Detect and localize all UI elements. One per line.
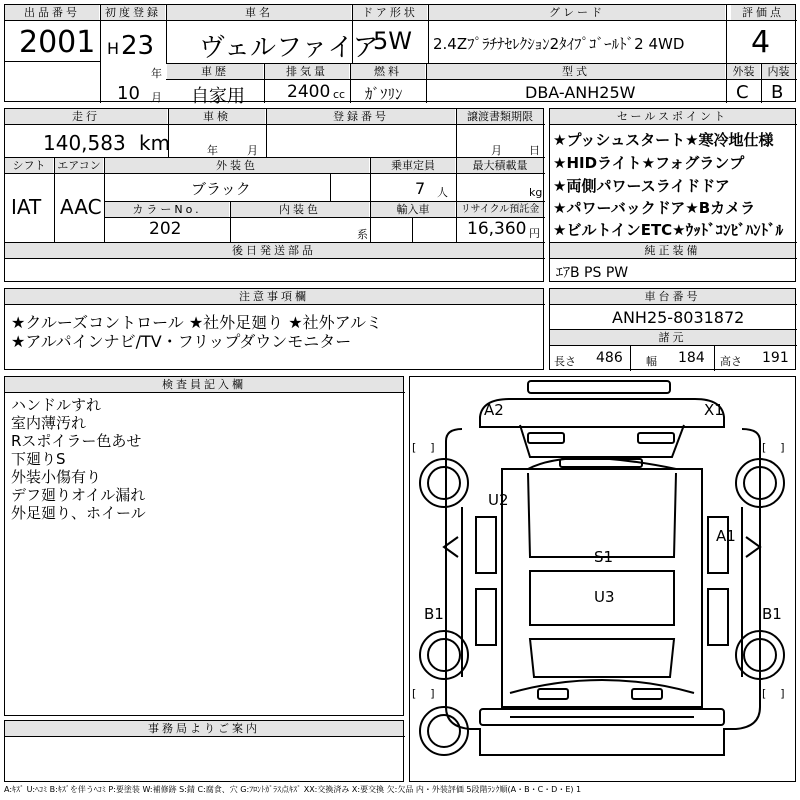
sales-points-header: セールスポイント bbox=[550, 109, 795, 124]
sales-point: ★プッシュスタート★寒冷地仕様 bbox=[553, 131, 774, 149]
car-name-header: 車名 bbox=[167, 5, 351, 20]
chassis-block bbox=[549, 288, 796, 370]
later-parts-header: 後日発送部品 bbox=[5, 243, 543, 258]
score-header: 評価点 bbox=[731, 5, 795, 20]
aircon-header: エアコン bbox=[55, 158, 103, 173]
color-header: 外装色 bbox=[105, 158, 369, 173]
capacity-header: 乗車定員 bbox=[371, 158, 455, 173]
sales-point: ★HIDライト★フォグランプ bbox=[553, 154, 745, 172]
inspector-note: デフ廻りオイル漏れ bbox=[11, 486, 146, 504]
inspector-note: 外足廻り、ホイール bbox=[11, 504, 146, 522]
km-unit: km bbox=[139, 131, 171, 155]
lot-no-header: 出品番号 bbox=[5, 5, 99, 20]
length-value: 486 bbox=[596, 350, 623, 366]
transfer-day: 日 bbox=[529, 144, 540, 157]
damage-mark: U3 bbox=[594, 588, 615, 606]
ext-header: 外装 bbox=[727, 64, 760, 79]
bracket-mark: [ ] bbox=[412, 441, 435, 454]
displacement: 2400 bbox=[287, 82, 331, 102]
sales-point: ★パワーバックドア★Bカメラ bbox=[553, 199, 756, 217]
height-value: 191 bbox=[762, 350, 789, 366]
legend: A:ｷｽﾞ U:ﾍｺﾐ B:ｷｽﾞを伴うﾍｺﾐ P:要塗装 W:補修跡 S:錆 C:腐食、穴 G:ﾌﾛﾝﾄｶﾞﾗｽ点ｷｽﾞ XX:交換済み X:要交換 欠:欠品 内・外装評価 5段階ﾗﾝｸ順(A・B・C・D・E) 1 bbox=[4, 785, 582, 794]
chassis-number: ANH25-8031872 bbox=[612, 308, 745, 327]
transfer-month: 月 bbox=[491, 144, 502, 157]
mileage: 140,583 bbox=[43, 131, 126, 155]
header-block bbox=[4, 4, 796, 107]
month-unit: 月 bbox=[151, 91, 162, 104]
chassis-header: 車台番号 bbox=[550, 289, 795, 304]
note-line: ★アルパインナビ/TV・フリップダウンモニター bbox=[11, 332, 352, 351]
capacity: 7 bbox=[415, 179, 426, 198]
door-header: ドア形状 bbox=[353, 5, 427, 20]
inspector-note: 外装小傷有り bbox=[11, 468, 102, 486]
dims-header: 諸元 bbox=[550, 330, 795, 345]
damage-mark: B1 bbox=[424, 605, 444, 623]
aircon: AAC bbox=[60, 195, 102, 219]
damage-mark: A2 bbox=[484, 401, 504, 419]
inspector-note: 室内薄汚れ bbox=[11, 414, 87, 432]
history-header: 車歴 bbox=[167, 64, 263, 79]
grade-header: グレード bbox=[429, 5, 725, 20]
sales-point: ★ビルトインETC★ｳｯﾄﾞｺﾝﾋﾞﾊﾝﾄﾞﾙ bbox=[553, 221, 784, 239]
damage-mark: B1 bbox=[762, 605, 782, 623]
fuel: ｶﾞｿﾘﾝ bbox=[365, 85, 403, 103]
int-header: 内装 bbox=[762, 64, 795, 79]
bracket-mark: [ ] bbox=[762, 441, 785, 454]
recycle-fee: 16,360 bbox=[467, 219, 527, 239]
notes-block bbox=[4, 288, 544, 370]
sales-point: ★両側パワースライドドア bbox=[553, 177, 730, 195]
color-no-header: カラーNo. bbox=[105, 202, 229, 217]
office-block bbox=[4, 720, 404, 782]
era: H bbox=[107, 39, 120, 58]
shaken-header: 車検 bbox=[169, 109, 265, 124]
equipment: ｴｱB PS PW bbox=[556, 265, 629, 281]
history: 自家用 bbox=[191, 86, 245, 107]
bracket-mark: [ ] bbox=[412, 687, 435, 700]
inspector-note: 下廻りS bbox=[11, 450, 66, 468]
shift: IAT bbox=[11, 195, 42, 219]
width-label: 幅 bbox=[646, 355, 657, 368]
interior-color-header: 内装色 bbox=[231, 202, 369, 217]
displacement-header: 排気量 bbox=[265, 64, 349, 79]
ext-score: C bbox=[736, 82, 749, 103]
first-reg-header: 初度登録 bbox=[101, 5, 165, 20]
inspector-note: Rスポイラー色あせ bbox=[11, 432, 142, 450]
mileage-header: 走行 bbox=[5, 109, 167, 124]
reg-month: 10 bbox=[117, 83, 140, 104]
spec-block bbox=[4, 108, 544, 282]
car-outline bbox=[410, 377, 795, 781]
kg-unit: kg bbox=[529, 186, 543, 199]
sales-points-block bbox=[549, 108, 796, 282]
door-type: 5W bbox=[373, 27, 412, 55]
max-load-header: 最大積載量 bbox=[457, 158, 543, 173]
interior-unit: 系 bbox=[357, 228, 368, 241]
inspector-note: ハンドルすれ bbox=[11, 396, 102, 414]
reg-year: 23 bbox=[121, 31, 155, 61]
score: 4 bbox=[751, 25, 771, 60]
shift-header: シフト bbox=[5, 158, 53, 173]
import-header: 輸入車 bbox=[371, 202, 455, 217]
shaken-month: 月 bbox=[247, 144, 258, 157]
year-unit: 年 bbox=[151, 67, 162, 80]
reg-no-header: 登録番号 bbox=[267, 109, 455, 124]
grade: 2.4Zﾌﾟﾗﾁﾅｾﾚｸｼｮﾝ2ﾀｲﾌﾟｺﾞｰﾙﾄﾞ2 4WD bbox=[433, 35, 685, 53]
int-score: B bbox=[771, 82, 784, 103]
equipment-header: 純正装備 bbox=[550, 243, 795, 258]
height-label: 高さ bbox=[720, 355, 742, 368]
model-code: DBA-ANH25W bbox=[525, 83, 636, 102]
fuel-header: 燃料 bbox=[351, 64, 425, 79]
car-name: ヴェルファイア bbox=[199, 33, 379, 63]
damage-mark: S1 bbox=[594, 548, 614, 566]
inspector-block bbox=[4, 376, 404, 716]
color-no: 202 bbox=[149, 219, 182, 239]
damage-mark: U2 bbox=[488, 491, 509, 509]
lot-number: 2001 bbox=[19, 25, 96, 60]
cc-unit: cc bbox=[333, 88, 346, 101]
recycle-header: リサイクル預託金 bbox=[457, 202, 543, 217]
car-diagram bbox=[409, 376, 796, 782]
inspector-header: 検査員記入欄 bbox=[5, 377, 403, 392]
notes-header: 注意事項欄 bbox=[5, 289, 543, 304]
note-line: ★クルーズコントロール ★社外足廻り ★社外アルミ bbox=[11, 313, 382, 332]
damage-mark: X1 bbox=[704, 401, 724, 419]
length-label: 長さ bbox=[554, 355, 576, 368]
color: ブラック bbox=[191, 180, 251, 198]
transfer-doc-header: 譲渡書類期限 bbox=[457, 109, 543, 124]
office-header: 事務局よりご案内 bbox=[5, 721, 403, 736]
yen-unit: 円 bbox=[529, 227, 540, 240]
capacity-unit: 人 bbox=[437, 186, 448, 199]
model-code-header: 型式 bbox=[427, 64, 725, 79]
damage-mark: A1 bbox=[716, 527, 736, 545]
width-value: 184 bbox=[678, 350, 705, 366]
shaken-year: 年 bbox=[207, 144, 218, 157]
bracket-mark: [ ] bbox=[762, 687, 785, 700]
